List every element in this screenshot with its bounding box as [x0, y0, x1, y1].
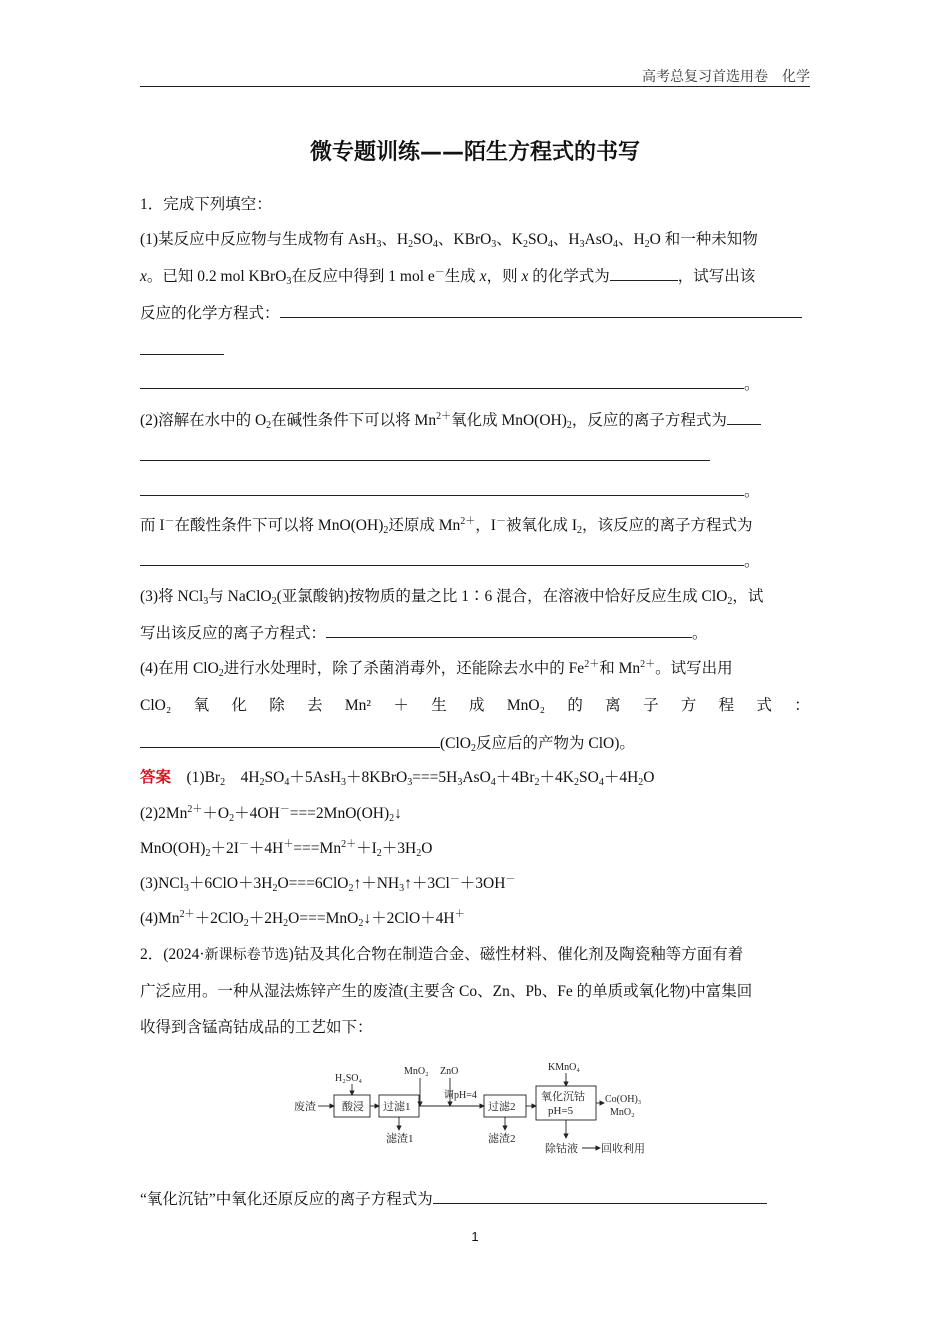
answer-blank[interactable]	[140, 374, 744, 389]
q1-part3-line1: (3)将 NCl$_3$与 NaClO$_2$(亚氯酸钠)按物质的量之比 1∶6 混合，在溶液中恰好反应生成 ClO$_2$，试	[140, 588, 764, 607]
answer-blank[interactable]	[140, 551, 744, 566]
page-title: 微专题训练——陌生方程式的书写	[309, 140, 640, 165]
flow-product1: Co(OH)₃	[605, 1094, 642, 1105]
flow-residue1-label: 滤渣1	[386, 1133, 414, 1145]
q2-line3: 收得到含锰高钴成品的工艺如下：	[140, 1019, 373, 1036]
flow-recycle-label: 回收利用	[601, 1143, 645, 1155]
flow-ph4-label: 调pH=4	[444, 1090, 477, 1101]
flow-filter1-label: 过滤1	[383, 1101, 411, 1113]
flow-product2: MnO₂	[610, 1107, 635, 1118]
justified-token: Mn²	[344, 697, 372, 714]
justified-token: MnO₂	[506, 697, 545, 714]
justified-token: 氧	[193, 697, 210, 714]
answer-blank[interactable]	[280, 303, 802, 318]
flow-reagent-zno: ZnO	[440, 1066, 459, 1077]
justified-token: 化	[231, 697, 247, 714]
flow-oxid-label2: pH=5	[548, 1105, 574, 1117]
justified-token: 生	[431, 697, 447, 714]
justified-token: 成	[469, 697, 485, 714]
justified-token: 子	[642, 697, 659, 714]
process-flow-diagram	[290, 1058, 670, 1160]
flow-liquor-label: 除钴液	[545, 1143, 578, 1155]
q1-heading: 1．完成下列填空：	[140, 196, 272, 213]
flow-reagent-h2so4: H₂SO₄	[335, 1073, 362, 1084]
justified-token: 去	[307, 697, 323, 714]
answer-line1: 答案 $(1)Br_2$ $4H_2SO_4+5AsH_3+8KBrO_3===5H_3AsO_4+4Br_2+4K_2SO_4+4H_2O$	[140, 769, 655, 788]
answer-blank[interactable]	[140, 446, 710, 461]
header-divider	[140, 86, 810, 87]
q1-part2-line2	[140, 446, 710, 467]
answer-blank[interactable]	[140, 340, 224, 355]
q1-part1-line5: 。	[140, 374, 760, 395]
q1-part4-line2	[140, 696, 810, 716]
q1-part1-line2: x。已知 0.2 mol KBrO$_3$在反应中得到 1 mol e－生成 x，则 x 的化学式为 ，试写出该	[140, 267, 756, 287]
justified-token: ：	[794, 697, 810, 714]
answer-line3: $MnO(OH)_2+2I^-+4H^+===Mn^{2+}+I_2+3H_2O$	[140, 839, 433, 859]
justified-token: ＋	[393, 697, 409, 714]
answer-line4: $(3)NCl_3+6ClO+3H_2O===6ClO_2↑+NH_3↑+3Cl^-+3OH^-$	[140, 874, 516, 894]
justified-token: 离	[605, 697, 621, 714]
justified-token: 程	[718, 697, 735, 714]
flow-reagent-kmno4: KMnO₄	[548, 1062, 580, 1073]
answer-blank[interactable]	[433, 1189, 767, 1204]
flow-residue2-label: 滤渣2	[488, 1133, 516, 1145]
q1-part2-line5: 。	[140, 551, 760, 572]
justified-token: 除	[269, 697, 285, 714]
flow-leach-label: 酸浸	[342, 1101, 364, 1113]
answer-blank[interactable]	[140, 733, 440, 748]
justified-token: 方	[680, 697, 697, 714]
page-number: 1	[471, 1229, 479, 1244]
q1-part1-line4	[140, 340, 224, 361]
q1-part3-line2: 写出该反应的离子方程式： 。	[140, 625, 708, 642]
answer-blank[interactable]	[610, 266, 678, 281]
flow-feed-label: 废渣	[294, 1101, 316, 1113]
q1-part2-line1: (2)溶解在水中的 $O_2$在碱性条件下可以将 $Mn^{2+}$氧化成 $MnO(OH)_2$，反应的离子方程式为	[140, 410, 761, 431]
answer-label: 答案	[140, 769, 172, 786]
flow-reagent-mno2: MnO₂	[404, 1066, 429, 1077]
answer-blank[interactable]	[727, 410, 761, 425]
q2-final-line: “氧化沉钴”中氧化还原反应的离子方程式为	[140, 1189, 767, 1210]
answer-line5: $(4)Mn^{2+}+2ClO_2+2H_2O===MnO_2↓+2ClO+4H^+$	[140, 909, 465, 929]
flow-oxid-label1: 氧化沉钴	[541, 1091, 585, 1103]
justified-token: ClO₂	[140, 697, 172, 714]
justified-token: 的	[567, 697, 583, 714]
q1-part2-line4: 而 I－在酸性条件下可以将 $MnO(OH)_2$还原成 $Mn^{2+}$，I－被氧化成 $I_2$，该反应的离子方程式为	[140, 516, 753, 536]
q1-part1-line3: 反应的化学方程式：	[140, 303, 802, 324]
justified-token: 式	[756, 697, 772, 714]
running-header: 高考总复习首选用卷 化学	[642, 70, 810, 85]
answer-blank[interactable]	[140, 481, 744, 496]
q1-part4-line3: (ClO$_2$反应后的产物为 ClO)。	[140, 733, 635, 754]
answer-line2: $(2)2Mn^{2+}+O_2+4OH^-===2MnO(OH)_2↓$	[140, 804, 402, 824]
answer-blank[interactable]	[326, 623, 692, 638]
q1-part1-line1: (1)某反应中反应物与生成物有 AsH$_3$、$H_2SO_4$、KBrO$_3$、$K_2SO_4$、$H_3AsO_4$、$H_2O$ 和一种未知物	[140, 231, 758, 250]
flow-filter2-label: 过滤2	[488, 1101, 516, 1113]
q2-line1: 2．(2024·新课标卷节选)钴及其化合物在制造合金、磁性材料、催化剂及陶瓷釉等方面有着	[140, 946, 744, 963]
q1-part4-line1: (4)在用 ClO$_2$进行水处理时，除了杀菌消毒外，还能除去水中的 $Fe^{2+}$和 $Mn^{2+}$。试写出用	[140, 659, 733, 679]
q2-line2: 广泛应用。一种从湿法炼锌产生的废渣(主要含 Co、Zn、Pb、Fe 的单质或氧化物)中富集回	[140, 983, 753, 1000]
q1-part2-line3: 。	[140, 481, 760, 502]
